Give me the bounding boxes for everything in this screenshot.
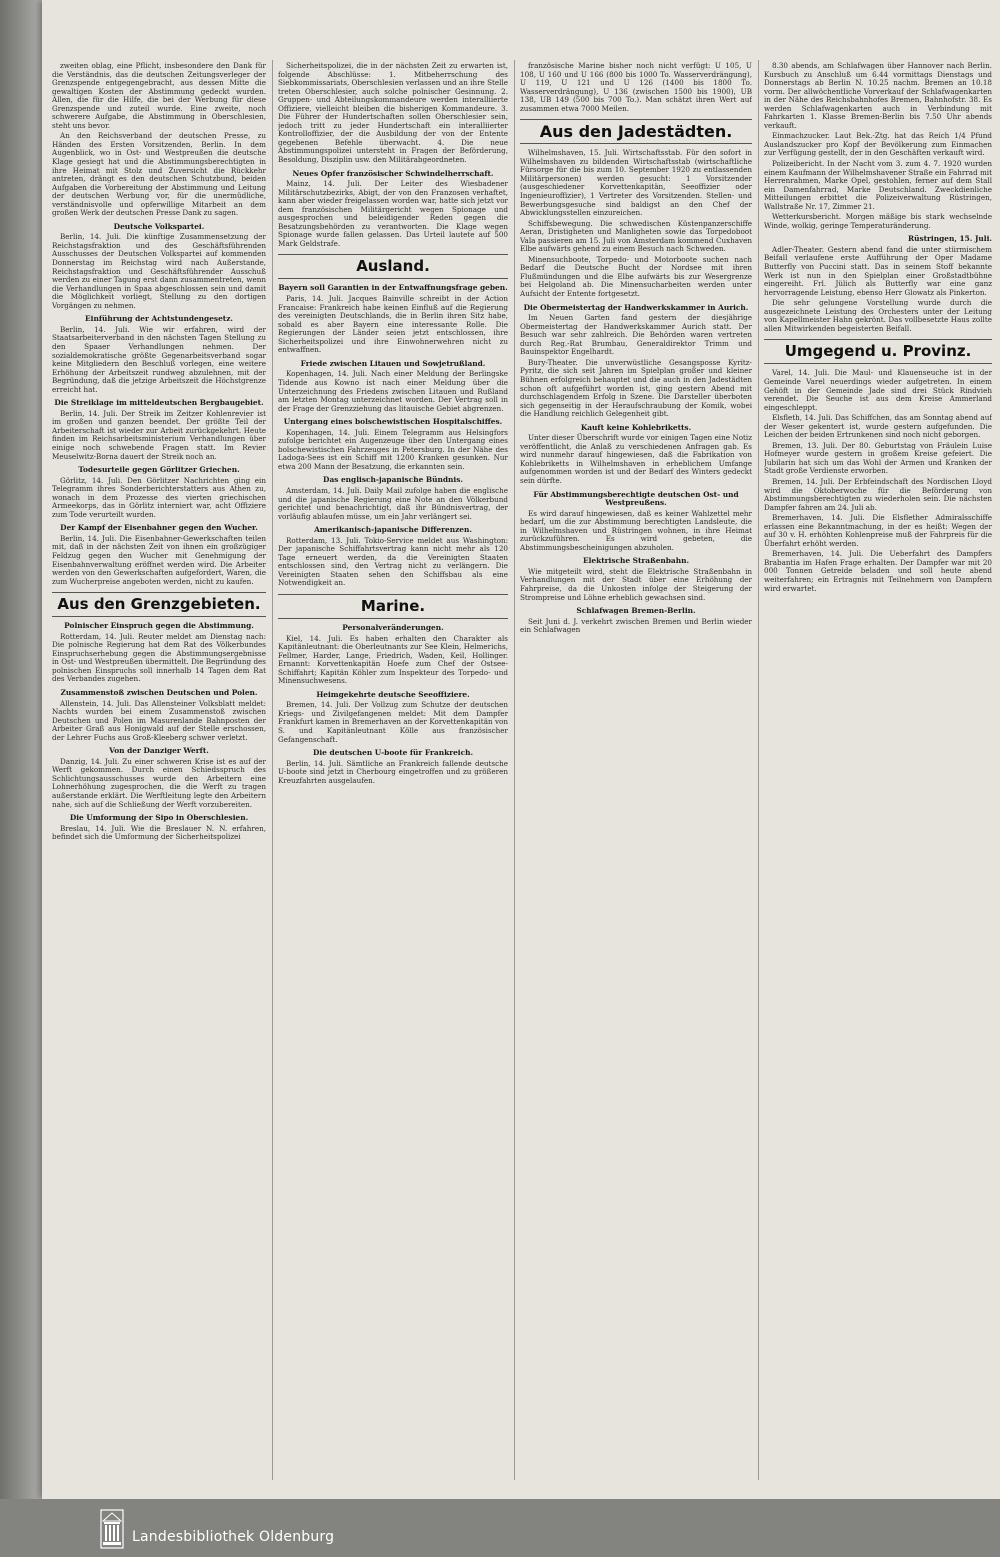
article-text: Schiffsbewegung. Die schwedischen Küstenpanzerschiffe Aeran, Dristigheten und Manligheten sowie das Torpedoboot Vala passieren am 15. Juli von Amsterdam kommend Cuxhaven Elbe aufwärts gehend zu einem Besuch nach Schweden. bbox=[520, 218, 752, 254]
section-heading: Aus den Grenzgebieten. bbox=[52, 592, 266, 617]
article-heading: Bayern soll Garantien in der Entwaffnungsfrage geben. bbox=[278, 283, 508, 293]
column-2 bbox=[278, 62, 508, 1480]
article-heading: Das englisch-japanische Bündnis. bbox=[323, 475, 463, 485]
article-text: zweiten oblag, eine Pflicht, insbesondere den Dank für die Verständnis, das die deutschen Zeitungsverleger der Grenzspende entgegengebracht, aus dessen Mitte die gewaltigen Kosten der Abstimmung gedeckt wurden. Allen, die für die Hilfe, die bei der Werbung für diese Grenzspende und zuteil wurde. Eine zweite, noch schwerere Aufgabe, die Abstimmung in Oberschlesien, steht uns bevor. bbox=[52, 62, 266, 130]
article-heading: Zusammenstoß zwischen Deutschen und Polen. bbox=[60, 688, 258, 697]
footer-bar bbox=[0, 1499, 1000, 1557]
article-text: Seit Juni d. J. verkehrt zwischen Bremen und Berlin wieder ein Schlafwagen bbox=[520, 616, 752, 635]
article-text: Kopenhagen, 14. Juli. Einem Telegramm aus Helsingfors zufolge berichtet ein Augenzeuge über den Untergang eines bolschewistischen Fahrzeuges in Petersburg. In der Nähe des Ladoga-Sees ist ein Schiff mit 1200 Kranken gesunken. Nur etwa 200 Mann der Besatzung, die erkannten sein. bbox=[278, 427, 508, 471]
article-text: Einmachzucker. Laut Bek.-Ztg. hat das Reich 1/4 Pfund Auslandszucker pro Kopf der Bevölkerung zum Einmachen zur Verfügung gestellt, der in den Geschäften verkauft wird. bbox=[764, 131, 992, 158]
article-text: Bremen, 14. Juli. Der Vollzug zum Schutze der deutschen Kriegs- und Zivilgefangenen meldet: Mit dem Dampfer Frankfurt kamen in Bremerhaven an der Korvettenkapitän von S. und Kapitänleutnant Kölle aus französischer Gefangenschaft. bbox=[278, 700, 508, 744]
article-text: Bremen, 13. Juli. Der 80. Geburtstag von Fräulein Luise Hofmeyer wurde gestern in großem Kreise gefeiert. Die Jubilarin hat sich um das Wohl der Armen und Kranken der Stadt große Verdienste erworben. bbox=[764, 440, 992, 476]
article-heading: Todesurteile gegen Görlitzer Griechen. bbox=[78, 465, 240, 475]
article-heading: Einführung der Achtstundengesetz. bbox=[85, 314, 233, 324]
article-text: Berlin, 14. Juli. Sämtliche an Frankreich fallende deutsche U-boote sind jetzt in Cherbourg eingetroffen und zu größeren Kreuzfahrten ausgelaufen. bbox=[278, 758, 508, 785]
article-text: An den Reichsverband der deutschen Presse, zu Händen des Ersten Vorsitzenden, Berlin. In dem Augenblick, wo in Ost- und Westpreußen die deutsche Klage gesiegt hat und die Abstimmungsberechtigten in ihre Heimat mit Stolz und Zuversicht die Rückkehr antreten, drängt es den deutschen Schutzbund, beiden Aufgaben die Vorbereitung der Abstimmung und Leitung der deutschen Werbung vor, für die unermüdliche, verständnisvolle und opferwillige Mitarbeit an dem großen Werk der deutschen Presse Dank zu sagen. bbox=[52, 131, 266, 218]
article-heading: Schlafwagen Bremen-Berlin. bbox=[576, 606, 696, 616]
article-heading: Amerikanisch-japanische Differenzen. bbox=[314, 525, 472, 535]
article-text: Sicherheitspolizei, die in der nächsten Zeit zu erwarten ist, folgende Abschlüsse: 1. Mitbeherrschung des Siebkommissariats, Oberschlesien verlassen und an ihre Stelle treten Oberschlesier, auch solche polnischer Gesinnung. 2. Gruppen- und Abteilungskommandeure werden interalliierte Offiziere, vielleicht bleiben die bisherigen Kommandeure. 3. Die Führer der Hundertschaften sollen Oberschlesier sein, jedoch tritt zu jeder Hundertschaft ein interalliierter Kontrolloffizier, der die Ausbildung der von der Entente gegebenen Befehle überwacht. 4. Die neue Abstimmungspolizei untersteht in Fragen der Beförderung, Besoldung, Disziplin usw. den Militärabgeordneten. bbox=[278, 62, 508, 165]
article-text: Varel, 14. Juli. Die Maul- und Klauenseuche ist in der Gemeinde Varel neuerdings wieder aufgetreten. In einem Gehöft in der Gemeinde Jade sind drei Stück Rindvieh verendet. Die Seuche ist aus dem Kreise Ammerland eingeschleppt. bbox=[764, 368, 992, 412]
column-rule bbox=[514, 60, 515, 1480]
article-heading: Kauft keine Kohlebriketts. bbox=[580, 422, 692, 432]
article-text: Im Neuen Garten fand gestern der diesjährige Obermeistertag der Handwerkskammer Aurich statt. Der Besuch war sehr zahlreich. Die Behörden waren vertreten durch Reg.-Rat Brumbau, Generaldirektor Trimm und Bauinspektor Engelhardt. bbox=[520, 313, 752, 357]
article-heading: Deutsche Volkspartei. bbox=[113, 221, 205, 231]
article-text: Allenstein, 14. Juli. Das Allensteiner Volksblatt meldet: Nachts wurden bei einem Zusammenstoß zwischen Deutschen und Polen im Masurenlande Bahnposten der Arbeiter Graß aus Honigwald auf der Stelle erschossen, der Lehrer Fuchs aus Groß-Kleeberg schwer verletzt. bbox=[52, 698, 266, 742]
article-heading: Untergang eines bolschewistischen Hospitalschiffes. bbox=[283, 417, 503, 427]
article-heading: Friede zwischen Litauen und Sowjetrußland. bbox=[300, 358, 486, 368]
newspaper-page bbox=[42, 0, 1000, 1499]
article-text: Paris, 14. Juli. Jacques Bainville schreibt in der Action Francaise: Frankreich habe keinen Einfluß auf die Regierung des vereinigten Deutschlands, die in Berlin ihren Sitz habe, sobald es aber Bayern eine interessante Rolle. Die Regierungen der Länder seien jetzt entschlossen, ihre Sicherheitspolizei und ihre Einwohnerwehren nicht zu entwaffnen. bbox=[278, 294, 508, 355]
dateline: Rüstringen, 15. Juli. bbox=[907, 234, 992, 244]
article-text: Berlin, 14. Juli. Der Streik im Zeitzer Kohlenrevier ist im großen und ganzen beendet. Der größte Teil der Arbeiterschaft ist wieder zur Arbeit zurückgekehrt. Heute finden im Reichsarbeitsministerium Verhandlungen über einige noch schwebende Fragen statt. Im Revier Meuselwitz-Borna dauert der Streik noch an. bbox=[52, 408, 266, 461]
article-text: Minensuchboote, Torpedo- und Motorboote suchen nach Bedarf die Deutsche Bucht der Nordsee mit ihren Flußmündungen und die Elbe aufwärts bis zur Wesergrenze bei Helgoland ab. Die Minensucharbeiten werden unter Aufsicht der Entente fortgesetzt. bbox=[520, 254, 752, 299]
article-text: Breslau, 14. Juli. Wie die Breslauer N. N. erfahren, befindet sich die Umformung der Sicherheitspolizei bbox=[52, 823, 266, 842]
article-heading: Für Abstimmungsberechtigte deutschen Ost- und Westpreußens. bbox=[533, 489, 739, 508]
article-text: Wetterkursbericht. Morgen mäßige bis stark wechselnde Winde, wolkig, geringe Temperaturänderung. bbox=[764, 212, 992, 230]
page-edge-shadow bbox=[0, 0, 42, 1499]
article-text: Bury-Theater. Die unverwüstliche Gesangsposse Kyritz-Pyritz, die sich seit Jahren im Spielplan großer und kleiner Bühnen erfolgreich behauptet und die auch in den Jadestädten schon oft aufgeführt worden ist, ging gestern Abend mit durchschlagendem Erfolg in Szene. Die Darsteller überboten sich gegenseitig in der Heraufschraubung der Komik, wobei die Handlung reichlich Gelegenheit gibt. bbox=[520, 357, 752, 419]
article-text: 8.30 abends, am Schlafwagen über Hannover nach Berlin. Kursbuch zu Anschluß um 6.44 vormittags Dienstags und Donnerstags ab Berlin N. 10.25 nachm. Bremen an 10.18 vorm. Der allwöchentliche Vorverkauf der Schlafwagenkarten in der Nähe des Reichsbahnhofes Bremen, Bahnhofstr. 38. Es werden Schlafwagenkarten auch in Verbindung mit Fahrkarten 1. Klasse Bremen-Berlin bis 7.50 Uhr abends verkauft. bbox=[764, 62, 992, 130]
column-1 bbox=[52, 62, 266, 1480]
article-heading: Die Umformung der Sipo in Oberschlesien. bbox=[69, 813, 249, 823]
article-heading: Die deutschen U-boote für Frankreich. bbox=[312, 748, 474, 758]
section-heading: Umgegend u. Provinz. bbox=[764, 339, 992, 364]
library-building-logo-icon bbox=[100, 1509, 124, 1549]
article-text: Wie mitgeteilt wird, steht die Elektrische Straßenbahn in Verhandlungen mit der Stadt über eine Erhöhung der Fahrpreise, da die Unkosten infolge der Steigerung der Strompreise und Löhne erheblich gewachsen sind. bbox=[520, 566, 752, 602]
article-text: Wilhelmshaven, 15. Juli. Wirtschaftsstab. Für den sofort in Wilhelmshaven zu bildenden Wirtschaftsstab (wirtschaftliche Fürsorge für die bis zum 10. September 1920 zu entlassenden Militärpersonen) werden gesucht: 1 Vorsitzender (ausgeschiedener Korvettenkapitän, Seeoffizier oder Ingenieuroffizier), 1 Vertreter des Vorsitzenden. Stellen- und Bewerbungsgesuche sind baldigst an den Chef der Abwicklungsstellen einzureichen. bbox=[520, 148, 752, 218]
article-text: Es wird darauf hingewiesen, daß es keiner Wahlzettel mehr bedarf, um die zur Abstimmung berechtigten Landsleute, die in Wilhelmshaven und Rüstringen wohnen, in ihre Heimat zurückzuführen. Es wird gebeten, die Abstimmungsbescheinigungen abzuholen. bbox=[520, 508, 752, 552]
section-heading: Marine. bbox=[278, 594, 508, 619]
article-text: Berlin, 14. Juli. Die künftige Zusammensetzung der Reichstagsfraktion und des Geschäftsführenden Ausschusses der Deutschen Volkspartei auf kommenden Donnerstag im Reichstag wird nach Außerstande, Reichstagsfraktion und Geschäftsführender Ausschuß werden zu einer Tagung erst dann zusammentreten, wenn die Verhandlungen in Spaa abgeschlossen sein und damit die Möglichkeit vorliegt, Stellung zu den dortigen Vorgängen zu nehmen. bbox=[52, 232, 266, 310]
column-rule bbox=[758, 60, 759, 1480]
article-heading: Die Obermeistertag der Handwerkskammer in Aurich. bbox=[523, 302, 749, 312]
article-text: Die sehr gelungene Vorstellung wurde durch die ausgezeichnete Leistung des Orchesters unter der Leitung von Kapellmeister Hahn gekrönt. Das vollbesetzte Haus zollte allen Mitwirkenden begeisterten Beifall. bbox=[764, 298, 992, 333]
article-text: Görlitz, 14. Juli. Den Görlitzer Nachrichten ging ein Telegramm ihres Sonderberichterstatters aus Athen zu, wonach in dem Prozesse des vierten griechischen Armeekorps, das in Görlitz interniert war, acht Offiziere zum Tode verurteilt wurden. bbox=[52, 475, 266, 519]
article-text: Elsfleth, 14. Juli. Das Schiffchen, das am Sonntag abend auf der Weser gekentert ist, wurde gestern aufgefunden. Die Leichen der beiden Ertrunkenen sind noch nicht geborgen. bbox=[764, 413, 992, 440]
article-text: Bremerhaven, 14. Juli. Die Ueberfahrt des Dampfers Brabantia im Hafen Frage erhalten. Der Dampfer war mit 20 000 Tonnen Getreide beladen und soll heute abend weiterfahren; ein Ertragnis mit Teilnehmern von Dampfern wird erwartet. bbox=[764, 549, 992, 593]
section-heading: Aus den Jadestädten. bbox=[520, 119, 752, 144]
article-heading: Neues Opfer französischer Schwindelherrschaft. bbox=[292, 168, 494, 178]
article-text: Amsterdam, 14. Juli. Daily Mail zufolge haben die englische und die japanische Regierung eine Note an den Völkerbund gerichtet und benachrichtigt, daß ihr Bündnisvertrag, der vorläufig ablaufen müsse, um ein Jahr verlängert sei. bbox=[278, 485, 508, 521]
article-text: Berlin, 14. Juli. Wie wir erfahren, wird der Staatsarbeiterverband in den nächsten Tagen Stellung zu den Spaaer Verhandlungen nehmen. Der sozialdemokratische größte Gegenarbeitsverband sogar keine Mitgliedern den Beschluß vorlegen, eine weitere Erhöhung der Arbeitszeit rundweg abzulehnen, mit der Begründung, daß die jetzige Arbeitszeit die Höchstgrenze erreicht hat. bbox=[52, 324, 266, 394]
article-text: französische Marine bisher noch nicht verfügt: U 105, U 108, U 160 und U 166 (800 bis 1000 To. Wasserverdrängung), U 119, U 121 und U 126 (1400 bis 1800 To. Wasserverdrängung), U 136 (zwischen 1500 bis 1900), UB 138, UB 149 (500 bis 700 To.). Man schätzt ihren Wert auf zusammen etwa 7000 Meilen. bbox=[520, 62, 752, 113]
column-4 bbox=[764, 62, 992, 1480]
article-heading: Elektrische Straßenbahn. bbox=[582, 556, 690, 566]
article-text: Berlin, 14. Juli. Die Eisenbahner-Gewerkschaften teilen mit, daß in der nächsten Zeit von ihnen ein großzügiger Feldzug gegen den Wucher mit Genehmigung der Eisenbahnverwaltung eröffnet werden wird. Die Arbeiter werden von den Gewerkschaften aufgefordert, Waren, die zum Wucherpreise angeboten werden, nicht zu kaufen. bbox=[52, 533, 266, 586]
article-text: Danzig, 14. Juli. Zu einer schweren Krise ist es auf der Werft gekommen. Durch einen Schiedsspruch des Schlichtungsausschusses wurde den Arbeitern eine Lohnerhöhung zugesprochen, die die Werft zu tragen außerstande erklärt. Die Werftleitung legte den Arbeitern nahe, sich auf die Schließung der Werft vorzubereiten. bbox=[52, 756, 266, 809]
article-heading: Von der Danziger Werft. bbox=[109, 746, 209, 756]
article-text: Unter dieser Überschrift wurde vor einigen Tagen eine Notiz veröffentlicht, die Anlaß zu verschiedenen Anfragen gab. Es wird nunmehr darauf hingewiesen, daß die Fabrikation von Kohlebriketts in Wilhelmshaven in erheblichem Umfange aufgenommen worden ist und der Bedarf des Winters gedeckt sein dürfte. bbox=[520, 433, 752, 485]
article-text: Mainz, 14. Juli. Der Leiter des Wiesbadener Militärschutzbezirks, Abigt, der von den Franzosen verhaftet, kann aber wieder freigelassen worden war, hatte sich jetzt vor dem französischen Militärgericht wegen Spionage und ausgesprochen und beleidigender Reden gegen die Besatzungsbehörden zu verantworten. Die Klage wegen Spionage wurde fallen gelassen. Das Urteil lautete auf 500 Mark Geldstrafe. bbox=[278, 179, 508, 248]
article-text: Kopenhagen, 14. Juli. Nach einer Meldung der Berlingske Tidende aus Kowno ist nach einer Meldung über die Unterzeichnung des Friedens zwischen Litauen und Rußland am letzten Montag unterzeichnet worden. Der Vertrag soll in der Frage der Grenzziehung das litauische Gebiet abgrenzen. bbox=[278, 369, 508, 413]
article-heading: Polnischer Einspruch gegen die Abstimmung. bbox=[64, 621, 254, 631]
article-text: Rotterdam, 13. Juli. Tokio-Service meldet aus Washington: Der japanische Schiffahrtsvertrag kann nicht mehr als 120 Tage erneuert werden, da die Vereinigten Staaten entschlossen sind, den Vertrag nicht zu verlängern. Die Vereinigten Staaten sehen den Schiffsbau als eine Notwendigkeit an. bbox=[278, 535, 508, 588]
column-3 bbox=[520, 62, 752, 1480]
article-text: Rotterdam, 14. Juli. Reuter meldet am Dienstag nach: Die polnische Regierung hat dem Rat des Völkerbundes Einspruchserhebung gegen die Abstimmungsergebnisse in Ost- und Westpreußen übermittelt. Die Begründung des polnischen Einspruchs soll innerhalb 14 Tagen dem Rat des Verbandes zugehen. bbox=[52, 631, 266, 684]
article-text: Adler-Theater. Gestern abend fand die unter stürmischem Beifall verlaufene erste Aufführung der Oper Madame Butterfly von Puccini statt. Das in seinem Stoff bekannte Werk ist nun in den Spielplan einer Großstadtbühne eingereiht. Frl. Jülich als Butterfly war eine ganz hervorragende Leistung, ebenso Herr Glowatz als Pinkerton. bbox=[764, 244, 992, 297]
article-heading: Die Streiklage im mitteldeutschen Bergbaugebiet. bbox=[54, 398, 264, 408]
article-text: Polizeibericht. In der Nacht vom 3. zum 4. 7. 1920 wurden einem Kaufmann der Wilhelmshavener Straße ein Fahrrad mit Herrenrahmen, Marke Opel, gestohlen, ferner auf dem Stall ein Damenfahrrad, Marke Deutschland. Zweckdienliche Mitteilungen erbittet die Polizeiverwaltung Rüstringen, Wallstraße Nr. 17, Zimmer 21. bbox=[764, 159, 992, 211]
article-text: Bremen, 14. Juli. Der Erbfeindschaft des Nordischen Lloyd wird die Oktoberwoche für die Beförderung von Abstimmungsberechtigten zu wiederholen sein. Die nächsten Dampfer fahren am 24. Juli ab. bbox=[764, 476, 992, 512]
article-heading: Heimgekehrte deutsche Seeoffiziere. bbox=[316, 689, 470, 699]
column-rule bbox=[272, 60, 273, 1480]
article-text: Bremerhaven, 14. Juli. Die Elsflether Admiralsschiffe erlassen eine Bekanntmachung, in der es heißt: Wegen der auf 30 v. H. erhöhten Kohlenpreise muß der Fahrpreis für die Überfahrt erhöht werden. bbox=[764, 513, 992, 548]
article-heading: Der Kampf der Eisenbahner gegen den Wucher. bbox=[60, 523, 258, 533]
library-name: Landesbibliothek Oldenburg bbox=[132, 1529, 335, 1545]
article-text: Kiel, 14. Juli. Es haben erhalten den Charakter als Kapitänleutnant: die Oberleutnants zur See Klein, Helmerichs, Fellmer, Harder, Lange, Friedrich, Waden, Keil, Hollinger. Ernannt: Korvettenkapitän Hoefe zum Chef der Ostsee-Schiffahrt; Kapitän Köhler zum Inspekteur des Torpedo- und Minensuchwesens. bbox=[278, 633, 508, 686]
section-heading: Ausland. bbox=[278, 254, 508, 279]
article-heading: Personalveränderungen. bbox=[342, 622, 444, 632]
